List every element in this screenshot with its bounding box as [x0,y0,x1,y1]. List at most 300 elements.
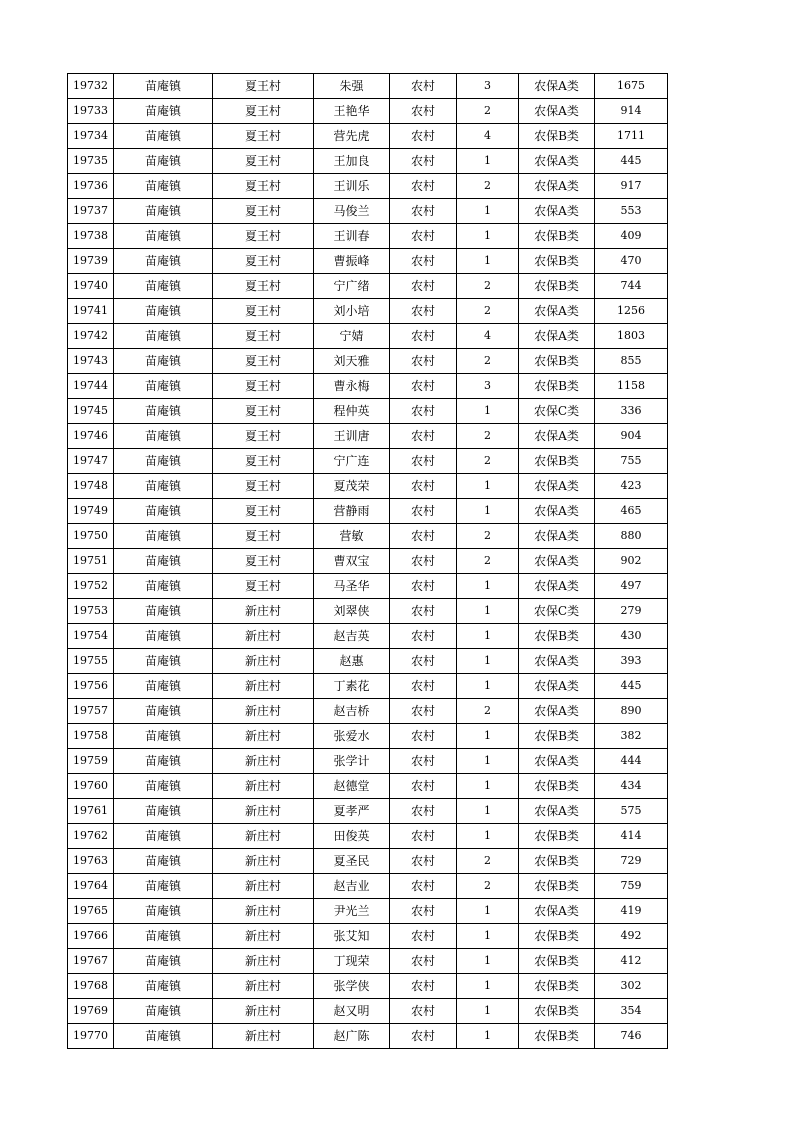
table-row [68,474,668,499]
person-count-cell: 2 [457,174,519,199]
person-count-cell: 2 [457,424,519,449]
insurance-category-cell: 农保B类 [519,924,595,949]
household-type-cell: 农村 [390,549,457,574]
table-row [68,299,668,324]
row-id-cell: 19770 [68,1024,114,1049]
person-count-cell: 2 [457,299,519,324]
insurance-category-cell: 农保A类 [519,199,595,224]
name-cell: 营先虎 [314,124,390,149]
village-cell: 新庄村 [213,999,314,1024]
insurance-category-cell: 农保B类 [519,999,595,1024]
insurance-category-cell: 农保B类 [519,774,595,799]
village-cell: 新庄村 [213,674,314,699]
amount-cell: 470 [595,249,668,274]
household-type-cell: 农村 [390,174,457,199]
person-count-cell: 1 [457,499,519,524]
table-row [68,674,668,699]
town-cell: 苗庵镇 [114,224,213,249]
insurance-category-cell: 农保A类 [519,699,595,724]
insurance-category-cell: 农保C类 [519,399,595,424]
household-type-cell: 农村 [390,249,457,274]
village-cell: 新庄村 [213,949,314,974]
household-type-cell: 农村 [390,274,457,299]
insurance-category-cell: 农保B类 [519,624,595,649]
insurance-category-cell: 农保A类 [519,749,595,774]
household-type-cell: 农村 [390,74,457,99]
amount-cell: 902 [595,549,668,574]
name-cell: 张学计 [314,749,390,774]
village-cell: 新庄村 [213,824,314,849]
insurance-category-cell: 农保B类 [519,124,595,149]
table-row [68,499,668,524]
person-count-cell: 2 [457,524,519,549]
amount-cell: 492 [595,924,668,949]
village-cell: 夏王村 [213,199,314,224]
amount-cell: 430 [595,624,668,649]
row-id-cell: 19767 [68,949,114,974]
town-cell: 苗庵镇 [114,974,213,999]
row-id-cell: 19743 [68,349,114,374]
household-type-cell: 农村 [390,99,457,124]
town-cell: 苗庵镇 [114,949,213,974]
person-count-cell: 1 [457,199,519,224]
village-cell: 夏王村 [213,249,314,274]
town-cell: 苗庵镇 [114,199,213,224]
insurance-category-cell: 农保A类 [519,524,595,549]
row-id-cell: 19768 [68,974,114,999]
insurance-category-cell: 农保B类 [519,449,595,474]
row-id-cell: 19738 [68,224,114,249]
person-count-cell: 1 [457,674,519,699]
village-cell: 夏王村 [213,524,314,549]
town-cell: 苗庵镇 [114,749,213,774]
household-type-cell: 农村 [390,149,457,174]
amount-cell: 393 [595,649,668,674]
name-cell: 曹永梅 [314,374,390,399]
insurance-category-cell: 农保B类 [519,349,595,374]
table-row [68,449,668,474]
name-cell: 张爱水 [314,724,390,749]
name-cell: 宁广连 [314,449,390,474]
village-cell: 新庄村 [213,774,314,799]
town-cell: 苗庵镇 [114,74,213,99]
row-id-cell: 19742 [68,324,114,349]
village-cell: 夏王村 [213,274,314,299]
town-cell: 苗庵镇 [114,699,213,724]
town-cell: 苗庵镇 [114,1024,213,1049]
household-type-cell: 农村 [390,974,457,999]
household-type-cell: 农村 [390,449,457,474]
village-cell: 夏王村 [213,99,314,124]
person-count-cell: 1 [457,574,519,599]
household-type-cell: 农村 [390,799,457,824]
insurance-category-cell: 农保B类 [519,874,595,899]
village-cell: 新庄村 [213,749,314,774]
insurance-category-cell: 农保A类 [519,149,595,174]
row-id-cell: 19765 [68,899,114,924]
row-id-cell: 19760 [68,774,114,799]
name-cell: 营静雨 [314,499,390,524]
row-id-cell: 19740 [68,274,114,299]
insurance-category-cell: 农保A类 [519,99,595,124]
name-cell: 赵广陈 [314,1024,390,1049]
household-type-cell: 农村 [390,624,457,649]
row-id-cell: 19747 [68,449,114,474]
amount-cell: 759 [595,874,668,899]
town-cell: 苗庵镇 [114,899,213,924]
row-id-cell: 19759 [68,749,114,774]
table-row [68,374,668,399]
village-cell: 新庄村 [213,899,314,924]
record-table [67,73,668,1049]
name-cell: 马俊兰 [314,199,390,224]
town-cell: 苗庵镇 [114,124,213,149]
town-cell: 苗庵镇 [114,474,213,499]
amount-cell: 302 [595,974,668,999]
village-cell: 新庄村 [213,1024,314,1049]
name-cell: 曹双宝 [314,549,390,574]
insurance-category-cell: 农保A类 [519,174,595,199]
household-type-cell: 农村 [390,824,457,849]
name-cell: 丁素花 [314,674,390,699]
amount-cell: 445 [595,149,668,174]
village-cell: 新庄村 [213,599,314,624]
village-cell: 新庄村 [213,874,314,899]
village-cell: 夏王村 [213,449,314,474]
insurance-category-cell: 农保B类 [519,949,595,974]
amount-cell: 1256 [595,299,668,324]
person-count-cell: 1 [457,224,519,249]
row-id-cell: 19766 [68,924,114,949]
village-cell: 夏王村 [213,399,314,424]
amount-cell: 412 [595,949,668,974]
name-cell: 王训春 [314,224,390,249]
insurance-category-cell: 农保C类 [519,599,595,624]
town-cell: 苗庵镇 [114,274,213,299]
person-count-cell: 2 [457,349,519,374]
household-type-cell: 农村 [390,849,457,874]
village-cell: 新庄村 [213,699,314,724]
name-cell: 营敏 [314,524,390,549]
table-row [68,599,668,624]
person-count-cell: 1 [457,399,519,424]
table-row [68,324,668,349]
amount-cell: 434 [595,774,668,799]
household-type-cell: 农村 [390,599,457,624]
amount-cell: 382 [595,724,668,749]
household-type-cell: 农村 [390,399,457,424]
insurance-category-cell: 农保A类 [519,474,595,499]
table-row [68,174,668,199]
town-cell: 苗庵镇 [114,824,213,849]
town-cell: 苗庵镇 [114,599,213,624]
row-id-cell: 19755 [68,649,114,674]
table-row [68,349,668,374]
household-type-cell: 农村 [390,899,457,924]
row-id-cell: 19745 [68,399,114,424]
insurance-category-cell: 农保B类 [519,249,595,274]
name-cell: 夏孝严 [314,799,390,824]
town-cell: 苗庵镇 [114,149,213,174]
table-row [68,724,668,749]
town-cell: 苗庵镇 [114,799,213,824]
person-count-cell: 2 [457,549,519,574]
row-id-cell: 19736 [68,174,114,199]
household-type-cell: 农村 [390,949,457,974]
person-count-cell: 1 [457,824,519,849]
row-id-cell: 19732 [68,74,114,99]
insurance-category-cell: 农保A类 [519,799,595,824]
name-cell: 王加良 [314,149,390,174]
town-cell: 苗庵镇 [114,624,213,649]
table-row [68,924,668,949]
row-id-cell: 19734 [68,124,114,149]
name-cell: 宁广绪 [314,274,390,299]
table-row [68,224,668,249]
person-count-cell: 1 [457,899,519,924]
town-cell: 苗庵镇 [114,774,213,799]
village-cell: 夏王村 [213,174,314,199]
insurance-category-cell: 农保B类 [519,374,595,399]
village-cell: 夏王村 [213,374,314,399]
village-cell: 新庄村 [213,974,314,999]
town-cell: 苗庵镇 [114,649,213,674]
village-cell: 夏王村 [213,74,314,99]
name-cell: 赵吉业 [314,874,390,899]
town-cell: 苗庵镇 [114,399,213,424]
table-row [68,974,668,999]
person-count-cell: 1 [457,599,519,624]
village-cell: 新庄村 [213,924,314,949]
row-id-cell: 19748 [68,474,114,499]
amount-cell: 729 [595,849,668,874]
household-type-cell: 农村 [390,224,457,249]
name-cell: 赵吉英 [314,624,390,649]
insurance-category-cell: 农保A类 [519,649,595,674]
town-cell: 苗庵镇 [114,249,213,274]
table-row [68,749,668,774]
person-count-cell: 1 [457,999,519,1024]
household-type-cell: 农村 [390,349,457,374]
table-row [68,74,668,99]
household-type-cell: 农村 [390,574,457,599]
amount-cell: 336 [595,399,668,424]
name-cell: 赵吉桥 [314,699,390,724]
amount-cell: 354 [595,999,668,1024]
village-cell: 夏王村 [213,574,314,599]
village-cell: 夏王村 [213,149,314,174]
person-count-cell: 1 [457,1024,519,1049]
village-cell: 夏王村 [213,299,314,324]
insurance-category-cell: 农保B类 [519,224,595,249]
table-row [68,549,668,574]
person-count-cell: 1 [457,924,519,949]
amount-cell: 880 [595,524,668,549]
insurance-category-cell: 农保B类 [519,1024,595,1049]
name-cell: 田俊英 [314,824,390,849]
table-row [68,124,668,149]
row-id-cell: 19750 [68,524,114,549]
table-row [68,949,668,974]
village-cell: 夏王村 [213,124,314,149]
row-id-cell: 19752 [68,574,114,599]
town-cell: 苗庵镇 [114,874,213,899]
row-id-cell: 19733 [68,99,114,124]
amount-cell: 575 [595,799,668,824]
insurance-category-cell: 农保B类 [519,824,595,849]
name-cell: 刘翠侠 [314,599,390,624]
name-cell: 赵德堂 [314,774,390,799]
row-id-cell: 19754 [68,624,114,649]
name-cell: 张学侠 [314,974,390,999]
row-id-cell: 19744 [68,374,114,399]
row-id-cell: 19735 [68,149,114,174]
town-cell: 苗庵镇 [114,174,213,199]
amount-cell: 746 [595,1024,668,1049]
row-id-cell: 19753 [68,599,114,624]
town-cell: 苗庵镇 [114,99,213,124]
name-cell: 曹振峰 [314,249,390,274]
insurance-category-cell: 农保A类 [519,899,595,924]
person-count-cell: 1 [457,774,519,799]
row-id-cell: 19746 [68,424,114,449]
row-id-cell: 19751 [68,549,114,574]
table-row [68,699,668,724]
town-cell: 苗庵镇 [114,524,213,549]
name-cell: 夏茂荣 [314,474,390,499]
household-type-cell: 农村 [390,374,457,399]
person-count-cell: 4 [457,124,519,149]
village-cell: 新庄村 [213,624,314,649]
amount-cell: 445 [595,674,668,699]
table-row [68,424,668,449]
table-row [68,399,668,424]
name-cell: 王训乐 [314,174,390,199]
name-cell: 夏圣民 [314,849,390,874]
amount-cell: 553 [595,199,668,224]
town-cell: 苗庵镇 [114,849,213,874]
town-cell: 苗庵镇 [114,924,213,949]
person-count-cell: 1 [457,624,519,649]
insurance-category-cell: 农保A类 [519,424,595,449]
amount-cell: 914 [595,99,668,124]
village-cell: 夏王村 [213,549,314,574]
village-cell: 新庄村 [213,649,314,674]
household-type-cell: 农村 [390,999,457,1024]
insurance-category-cell: 农保A类 [519,324,595,349]
amount-cell: 1675 [595,74,668,99]
household-type-cell: 农村 [390,324,457,349]
household-type-cell: 农村 [390,774,457,799]
amount-cell: 497 [595,574,668,599]
name-cell: 王艳华 [314,99,390,124]
town-cell: 苗庵镇 [114,424,213,449]
amount-cell: 444 [595,749,668,774]
table-row [68,99,668,124]
name-cell: 程仲英 [314,399,390,424]
insurance-category-cell: 农保A类 [519,574,595,599]
insurance-category-cell: 农保A类 [519,549,595,574]
table-body [68,74,668,1049]
table-row [68,149,668,174]
household-type-cell: 农村 [390,124,457,149]
table-row [68,774,668,799]
table-row [68,849,668,874]
amount-cell: 890 [595,699,668,724]
row-id-cell: 19761 [68,799,114,824]
village-cell: 新庄村 [213,724,314,749]
person-count-cell: 1 [457,749,519,774]
amount-cell: 465 [595,499,668,524]
person-count-cell: 2 [457,849,519,874]
table-row [68,624,668,649]
insurance-category-cell: 农保B类 [519,974,595,999]
row-id-cell: 19763 [68,849,114,874]
village-cell: 夏王村 [213,499,314,524]
insurance-category-cell: 农保B类 [519,724,595,749]
town-cell: 苗庵镇 [114,574,213,599]
row-id-cell: 19758 [68,724,114,749]
person-count-cell: 1 [457,949,519,974]
name-cell: 张艾知 [314,924,390,949]
table-row [68,1024,668,1049]
name-cell: 宁婧 [314,324,390,349]
row-id-cell: 19757 [68,699,114,724]
amount-cell: 917 [595,174,668,199]
village-cell: 夏王村 [213,474,314,499]
household-type-cell: 农村 [390,524,457,549]
person-count-cell: 1 [457,799,519,824]
insurance-category-cell: 农保A类 [519,299,595,324]
village-cell: 夏王村 [213,349,314,374]
village-cell: 夏王村 [213,424,314,449]
household-type-cell: 农村 [390,1024,457,1049]
household-type-cell: 农村 [390,474,457,499]
person-count-cell: 2 [457,274,519,299]
row-id-cell: 19762 [68,824,114,849]
household-type-cell: 农村 [390,749,457,774]
town-cell: 苗庵镇 [114,674,213,699]
person-count-cell: 1 [457,474,519,499]
amount-cell: 409 [595,224,668,249]
table-row [68,874,668,899]
amount-cell: 1158 [595,374,668,399]
name-cell: 赵惠 [314,649,390,674]
household-type-cell: 农村 [390,674,457,699]
row-id-cell: 19749 [68,499,114,524]
household-type-cell: 农村 [390,199,457,224]
person-count-cell: 3 [457,74,519,99]
insurance-category-cell: 农保A类 [519,674,595,699]
village-cell: 新庄村 [213,799,314,824]
table-row [68,524,668,549]
household-type-cell: 农村 [390,299,457,324]
amount-cell: 744 [595,274,668,299]
household-type-cell: 农村 [390,874,457,899]
town-cell: 苗庵镇 [114,549,213,574]
household-type-cell: 农村 [390,424,457,449]
row-id-cell: 19739 [68,249,114,274]
person-count-cell: 2 [457,699,519,724]
amount-cell: 755 [595,449,668,474]
amount-cell: 904 [595,424,668,449]
name-cell: 朱强 [314,74,390,99]
table-row [68,799,668,824]
table-row [68,649,668,674]
person-count-cell: 4 [457,324,519,349]
amount-cell: 855 [595,349,668,374]
amount-cell: 1711 [595,124,668,149]
